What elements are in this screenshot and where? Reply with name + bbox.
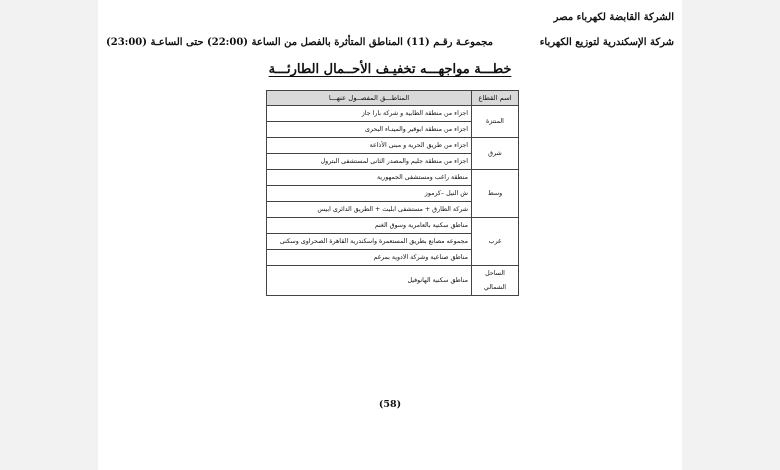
sector-name: المنتزة bbox=[472, 106, 519, 138]
area-cell: مناطق صناعية وشركة الادوية بمرغم bbox=[267, 250, 472, 266]
sector-name: شرق bbox=[472, 138, 519, 170]
company-name: الشركة القابضة لكهرباء مصر bbox=[553, 12, 674, 23]
area-cell: اجزاء من منطقة جليم والمصدر الثانى لمستشفى البترول bbox=[267, 154, 472, 170]
header-line bbox=[106, 37, 674, 51]
document-title: خطـــة مواجهـــه تخفيـف الأحــمال الطارئـــة bbox=[268, 62, 512, 77]
area-cell: شركة الطارق + مستشفى ابليت + الطريق الدائرى ابيس bbox=[267, 202, 472, 218]
table-header-row bbox=[267, 91, 519, 106]
area-cell: اجزاء من طريق الحرية و مبنى الأذاعة bbox=[267, 138, 472, 154]
table-row bbox=[267, 170, 519, 186]
load-shedding-table bbox=[266, 90, 519, 296]
page-number: (58) bbox=[378, 399, 402, 410]
area-cell: مناطق سكنية بالعامرية وسوق الغنم bbox=[267, 218, 472, 234]
table-row bbox=[267, 266, 519, 296]
sector-name: وسط bbox=[472, 170, 519, 218]
distribution-company: شركة الإسكندرية لتوزيع الكهرباء bbox=[539, 37, 674, 48]
table-row bbox=[267, 218, 519, 234]
table-row bbox=[267, 106, 519, 122]
area-cell: مناطق سكنية الهانوفيل bbox=[267, 266, 472, 296]
table-row bbox=[267, 138, 519, 154]
area-cell: مجموعه مصانع بطريق المستعمرة واسكندرية القاهرة الصحراوى وسكنى bbox=[267, 234, 472, 250]
area-cell: اجزاء من منطقة ابوقير والمينـاء البحرى bbox=[267, 122, 472, 138]
areas-header: المناطـــق المفصــول عنهـــا bbox=[267, 91, 472, 106]
document-page bbox=[98, 0, 682, 470]
sector-header: اسم القطاع bbox=[472, 91, 519, 106]
area-cell: منطقة راغب ومستشفى الجمهورية bbox=[267, 170, 472, 186]
sector-name: الساحل الشمالي bbox=[472, 266, 519, 296]
area-cell: ش النيل –كرموز bbox=[267, 186, 472, 202]
area-cell: اجزاء من منطقة الطابية و شركة بارا جاز bbox=[267, 106, 472, 122]
group-time-line: مجموعـة رقـم (11) المناطق المتأثرة بالفصل من الساعة (22:00) حتى الساعـة (23:00) bbox=[106, 37, 493, 48]
sector-name: غرب bbox=[472, 218, 519, 266]
